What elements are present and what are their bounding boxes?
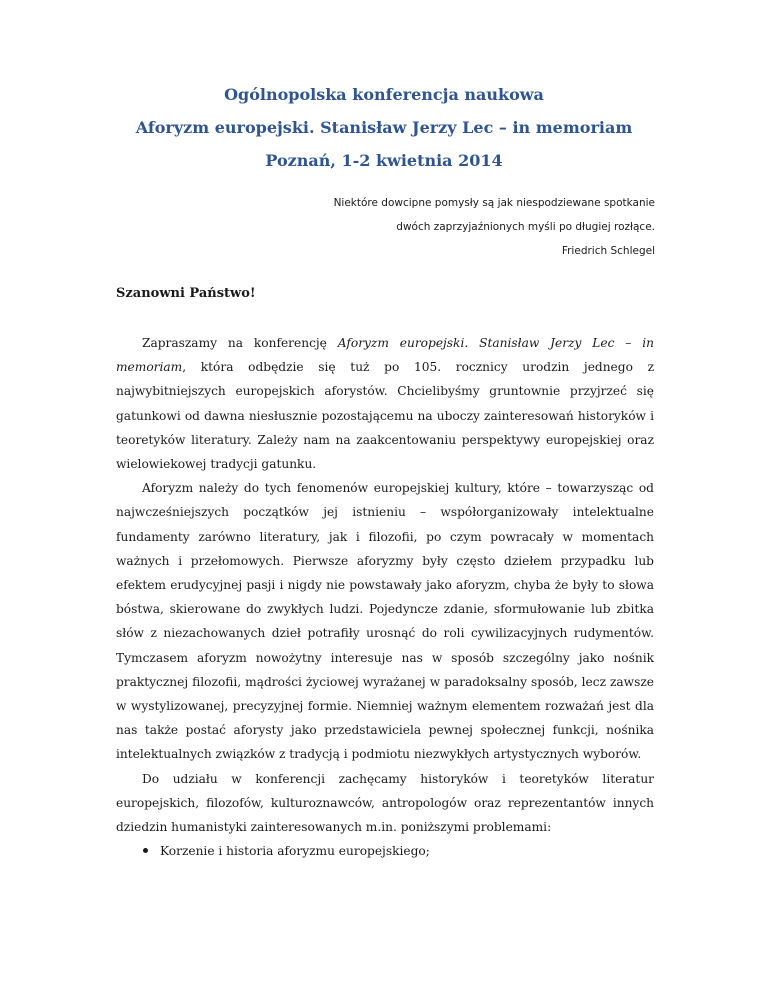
paragraph-3: Do udziału w konferencji zachęcamy historyków i teoretyków literatur europejskich, filozofów, kulturoznawców, antropologów oraz reprezentantów innych dziedzin humanistyki zainteresowanych m.in. poniższymi problemami: xyxy=(116,771,654,835)
bullet-icon xyxy=(143,848,148,853)
paragraph-1-rest: , która odbędzie się tuż po 105. rocznicy urodzin jednego z najwybitniejszych europejskich aforystów. Chcielibyśmy gruntownie przyjrzeć się gatunkowi od dawna niesłusznie pozostającemu na uboczy zainteresowań historyków i teoretyków literatury. Zależy nam na zaakcentowaniu perspektywy europejskiej oraz wielowiekowej tradycji gatunku. xyxy=(116,360,654,472)
conference-name-italic: Aforyzm europejski. Stanisław Jerzy Lec – in memoriam xyxy=(116,336,654,375)
topics-list xyxy=(116,839,654,863)
motto-line-1: Niektóre dowcipne pomysły są jak niespodziewane spotkanie xyxy=(333,197,655,209)
motto-author: Friedrich Schlegel xyxy=(561,245,655,257)
paragraph-1-intro: Zapraszamy na konferencję xyxy=(142,336,338,350)
salutation: Szanowni Państwo! xyxy=(116,286,256,301)
motto-line-2: dwóch zaprzyjaźnionych myśli po długiej rozłące. xyxy=(396,221,655,233)
title-line-1: Ogólnopolska konferencja naukowa xyxy=(224,85,544,104)
list-item-text: Korzenie i historia aforyzmu europejskiego; xyxy=(160,844,430,859)
paragraph-2: Aforyzm należy do tych fenomenów europejskiej kultury, które – towarzysząc od najwcześniejszych początków jej istnieniu – współorganizowały intelektualne fundamenty zarówno literatury, jak i filozofii, po czym powracały w momentach ważnych i przełomowych. Pierwsze aforyzmy były często dziełem przypadku lub efektem erudycyjnej pasji i nigdy nie powstawały jako aforyzm, chyba że były to słowa bóstwa, skierowane do zwykłych ludzi. Pojedyncze zdanie, sformułowanie lub zbitka słów z niezachowanych dzieł potrafiły urosnąć do roli cywilizacyjnych rudymentów. Tymczasem aforyzm nowożytny interesuje nas w sposób szczególny jako nośnik praktycznej filozofii, mądrości życiowej wyrażanej w paradoksalny sposób, lecz zawsze w wystylizowanej, precyzyjnej formie. Niemniej ważnym elementem rozważań jest dla nas także postać aforysty jako przedstawiciela pewnej społecznej funkcji, nośnika intelektualnych związków z tradycją i podmiotu niezwykłych artystycznych wyborów. xyxy=(116,481,654,762)
motto-quote xyxy=(255,191,655,263)
list-item xyxy=(144,839,654,863)
paragraph-1 xyxy=(116,331,654,476)
conference-title xyxy=(0,78,768,177)
body-text xyxy=(116,331,654,863)
title-line-3: Poznań, 1-2 kwietnia 2014 xyxy=(265,151,503,170)
title-line-2: Aforyzm europejski. Stanisław Jerzy Lec – in memoriam xyxy=(135,118,633,137)
